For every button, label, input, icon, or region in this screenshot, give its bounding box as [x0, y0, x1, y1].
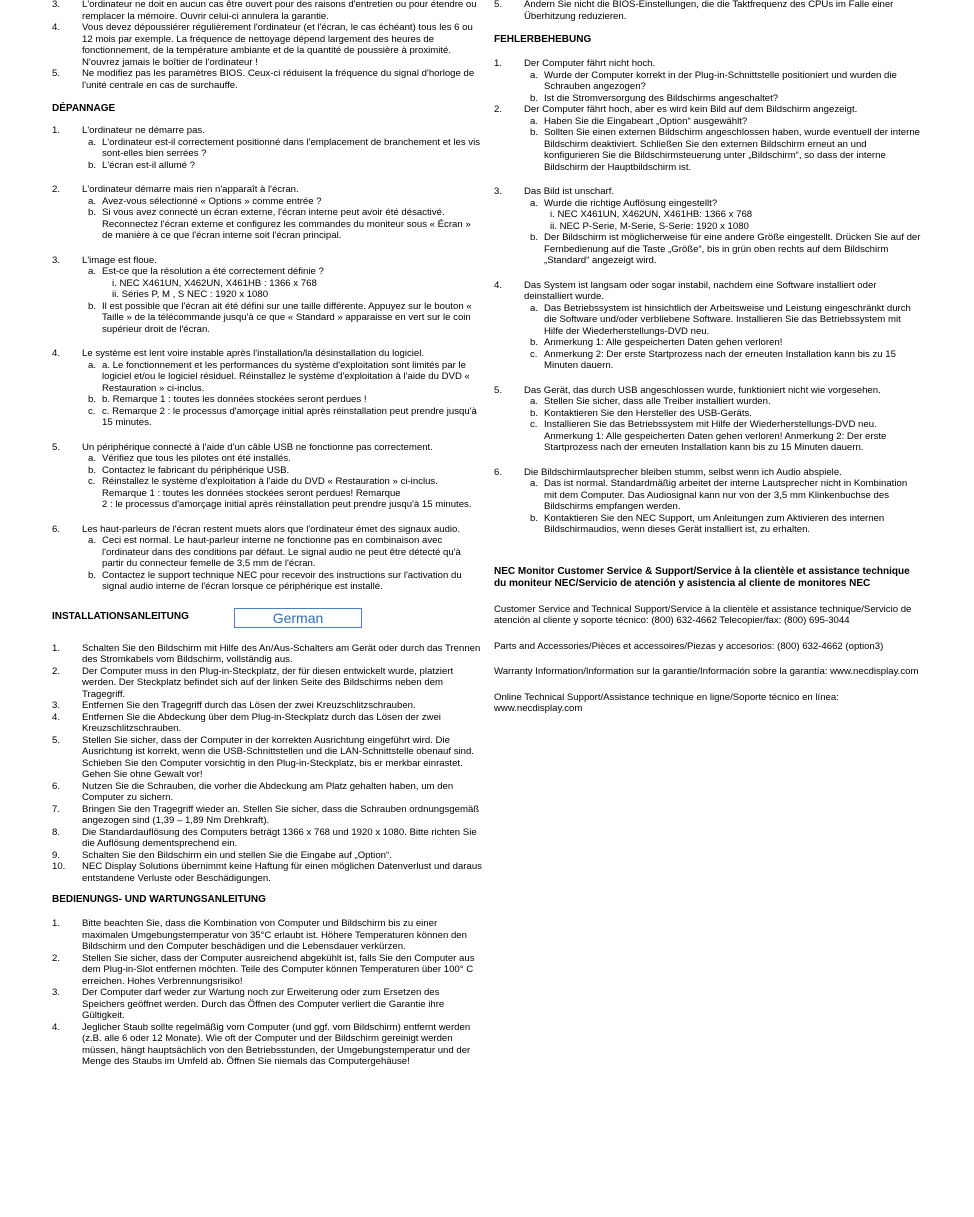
sub-item: i. NEC X461UN, X462UN, X461HB: 1366 x 768 [550, 209, 753, 220]
fehlerbehebung-list [494, 58, 922, 536]
online-support-line: Online Technical Support/Assistance technique en ligne/Soporte técnico en línea: www.necdisplay.com [494, 691, 839, 714]
list-item: 2. Der Computer muss in den Plug-in-Steckplatz, der für diesen entwickelt wurde, platziert werden. Der Steckplatz befindet sich auf der linken Seite des Bildschirms neben dem Tragegriff. [52, 665, 454, 700]
list-item: 6. Les haut-parleurs de l'écran restent muets alors que l'ordinateur émet des signaux audio. a. Ceci est normal. Le haut-parleur interne ne fonctionne pas en combinaison avec l'ordinateur dans des conditions par défaut. Le signal audio ne peut être détecté qu'à partir du connecteur femelle de 3,5 mm de l'écran. b. Contactez le support technique NEC pour recevoir des instructions sur l'activation du signal audio interne de l'écran lorsque ce périphérique est installé. [52, 524, 484, 593]
section-heading-bedienung: BEDIENUNGS- UND WARTUNGSANLEITUNG [52, 894, 266, 905]
sub-item: i. NEC X461UN, X462UN, X461HB : 1366 x 768 [112, 277, 317, 289]
sub-item: a. L'ordinateur est-il correctement positionné dans l'emplacement de branchement et les vis sont-elles bien serrées ? [88, 136, 481, 159]
sub-item: b. Anmerkung 1: Alle gespeicherten Daten gehen verloren! [530, 337, 783, 348]
list-item: 5. Ändern Sie nicht die BIOS-Einstellungen, die die Taktfrequenz des CPUs im Falle einer Überhitzung reduzieren. [494, 0, 894, 22]
list-item: 1. Der Computer fährt nicht hoch. a. Wurde der Computer korrekt in der Plug-in-Schnittstelle positioniert und wurden die Schrauben angezogen? b. Ist die Stromversorgung des Bildschirms angeschaltet? [494, 58, 922, 104]
list-item: 3. L'ordinateur ne doit en aucun cas être ouvert pour des raisons d'entretien ou pour étendre ou remplacer la mémoire. Ouvrir celui-ci annulera la garantie. [52, 0, 477, 22]
list-item: 10. NEC Display Solutions übernimmt keine Haftung für einen möglichen Datenverlust und daraus entstandene Verluste oder Beschädigungen. [52, 861, 482, 884]
list-item: 4. Le système est lent voire instable après l'installation/la désinstallation du logiciel. a. a. Le fonctionnement et les performances du système d'exploitation sont limités par le logiciel et/ou le logiciel résiduel. Réinstallez le système d'exploitation à l'aide du DVD « Restauration » ci-inclus. b. b. Remarque 1 : toutes les données stockées seront perdues ! c. c. Remarque 2 : le processus d'amorçage initial après réinstallation peut prendre jusqu'à 15 minutes. [52, 348, 484, 429]
list-item: 3. Das Bild ist unscharf. a. Wurde die richtige Auflösung eingestellt? i. NEC X461UN, X462UN, X461HB: 1366 x 768 ii. NEC P-Serie, M-Serie, S-Serie: 1920 x 1080 b. Der Bildschirm ist möglicherweise für eine andere Größe eingestellt. Drücken Sie auf der Fernbedienung auf die Taste „Größe“, bis in grün oben rechts auf dem Bildschirm „Standard“ angezeigt wird. [494, 186, 921, 266]
sub-item: c. Installieren Sie das Betriebssystem mit Hilfe der Wiederherstellungs-DVD neu. Anmerkung 1: Alle gespeicherten Daten gehen verloren! Anmerkung 2: Der erste Startprozess nach der erneuten Installation kann bis zu 15 Minuten dauern. [530, 419, 887, 453]
sub-item: b. Kontaktieren Sie den Hersteller des USB-Geräts. [530, 407, 752, 419]
sub-item: b. Ist die Stromversorgung des Bildschirms angeschaltet? [530, 92, 779, 104]
sub-item: a. a. Le fonctionnement et les performances du système d'exploitation sont limités par le logiciel et/ou le logiciel résiduel. Réinstallez le système d'exploitation à l'aide du DVD « Restauration » ci-inclus. [88, 359, 470, 394]
list-item: 2. L'ordinateur démarre mais rien n'apparaît à l'écran. a. Avez-vous sélectionné « Options » comme entrée ? b. Si vous avez connecté un écran externe, l'écran interne peut avoir été désactivé. Reconnectez l'écran externe et configurez les commandes du moniteur sous « Écran » de manière à ce que l'écran interne soit l'écran principal. [52, 184, 484, 242]
list-item: 1. Bitte beachten Sie, dass die Kombination von Computer und Bildschirm bis zu einer maximalen Umgebungstemperatur von 35°C erlaubt ist. Höhere Temperaturen können den Bildschirm und den Computer beschädigen und die Lebensdauer verkürzen. [52, 918, 467, 952]
sub-item: ii. NEC P-Serie, M-Serie, S-Serie: 1920 x 1080 [550, 220, 749, 232]
list-item: 2. Der Computer fährt hoch, aber es wird kein Bild auf dem Bildschirm angezeigt. a. Haben Sie die Eingabeart „Option“ ausgewählt? b. Sollten Sie einen externen Bildschirm angeschlossen haben, wurde eventuell der interne Bildschirm deaktiviert. Schließen Sie den externen Bildschirm erneut an und konfigurieren Sie die Bildschirmsteuerung unter „Bildschirm“, so dass der interne Bildschirm der Hauptbildschirm ist. [494, 104, 920, 173]
list-item: 7. Bringen Sie den Tragegriff wieder an. Stellen Sie sicher, dass die Schrauben ordnungsgemäß angezogen sind (1,39 – 1,89 Nm Drehkraft). [52, 803, 480, 826]
sub-item: b. Il est possible que l'écran ait été défini sur une taille différente. Appuyez sur le bouton « Taille » de la télécommande jusqu'à ce que « Standard » apparaisse en vert sur le coin supérieur droit de l'écran. [88, 300, 472, 335]
warranty-info-line: Warranty Information/Information sur la garantie/Información sobre la garantía: www.necdisplay.com [494, 666, 919, 677]
sub-item: b. Contactez le fabricant du périphérique USB. [88, 464, 290, 476]
list-item: 5. Stellen Sie sicher, dass der Computer in der korrekten Ausrichtung eingeführt wird. Die Ausrichtung ist korrekt, wenn die USB-Schnittstellen und die LAN-Schnittstelle obenauf sind. Schieben Sie den Computer vorsichtig in den Plug-in-Steckplatz, bis er merkbar einrastet. Gehen Sie ohne Gewalt vor! [52, 734, 474, 780]
left-column [52, 0, 484, 1068]
list-item: 1. L'ordinateur ne démarre pas. a. L'ordinateur est-il correctement positionné dans l'emplacement de branchement et les vis sont-elles bien serrées ? b. L'écran est-il allumé ? [52, 125, 484, 171]
sub-item: b. L'écran est-il allumé ? [88, 159, 196, 171]
list-item: 8. Die Standardauflösung des Computers beträgt 1366 x 768 und 1920 x 1080. Bitte richten Sie die Auflösung dementsprechend ein. [52, 826, 477, 849]
sub-item: a. Wurde der Computer korrekt in der Plug-in-Schnittstelle positioniert und wurden die Schrauben angezogen? [530, 69, 897, 92]
service-contact-line: Customer Service and Technical Support/Service à la clientèle et assistance technique/Servicio de atención al cliente y soporte técnico: (800) 632-4662 Telecopier/fax: (800) 695-3044 [494, 603, 912, 626]
section-heading-installation: INSTALLATIONSANLEITUNG [52, 610, 189, 622]
parts-contact-line: Parts and Accessories/Pièces et accessoires/Piezas y accesorios: (800) 632-4662 (option3) [494, 640, 884, 652]
sub-item: b. Der Bildschirm ist möglicherweise für eine andere Größe eingestellt. Drücken Sie auf der Fernbedienung auf die Taste „Größe“, bis in grün oben rechts auf dem Bildschirm „Standard“ angezeigt wird. [530, 232, 921, 266]
list-item: 4. Jeglicher Staub sollte regelmäßig vom Computer (und ggf. vom Bildschirm) entfernt werden (z.B. alle 6 oder 12 Monate). Wie oft der Computer und der Bildschirm gereinigt werden müssen, hängt hauptsächlich von den Betriebsstunden, der Umgebungstemperatur und der Menge des Staubs im Umfeld ab. Öffnen Sie niemals das Computergehäuse! [52, 1021, 471, 1067]
sub-item: a. Das Betriebssystem ist hinsichtlich der Arbeitsweise und Leistung eingeschränkt durch die Software und/oder verbliebene Software. Installieren Sie das Betriebssystem mit Hilfe der Wiederherstellungs-DVD neu. [530, 302, 911, 337]
sub-item: a. Avez-vous sélectionné « Options » comme entrée ? [88, 195, 322, 207]
sub-item: a. Ceci est normal. Le haut-parleur interne ne fonctionne pas en combinaison avec l'ordinateur dans des conditions par défaut. Le signal audio ne peut être détecté qu'à partir du connecteur femelle de 3,5 mm de l'écran. [88, 535, 461, 569]
bedienung-list [52, 918, 484, 1068]
list-item: 3. L'image est floue. a. Est-ce que la résolution a été correctement définie ? i. NEC X461UN, X462UN, X461HB : 1366 x 768 ii. Séries P, M , S NEC : 1920 x 1080 b. Il est possible que l'écran ait été défini sur une taille différente. Appuyez sur le bouton « Taille » de la télécommande jusqu'à ce que « Standard » apparaisse en vert sur le coin supérieur droit de l'écran. [52, 255, 484, 336]
language-label-box: German [234, 608, 362, 628]
sub-item: b. Si vous avez connecté un écran externe, l'écran interne peut avoir été désactivé. Reconnectez l'écran externe et configurez les commandes du moniteur sous « Écran » de manière à ce que l'écran interne soit l'écran principal. [88, 207, 471, 241]
list-item: 5. Ne modifiez pas les paramètres BIOS. Ceux-ci réduisent la fréquence du signal d'horloge de l'unité centrale en cas de surchauffe. [52, 68, 475, 91]
list-item: 5. Un périphérique connecté à l'aide d'un câble USB ne fonctionne pas correctement. a. Vérifiez que tous les pilotes ont été installés. b. Contactez le fabricant du périphérique USB. c. Réinstallez le système d'exploitation à l'aide du DVD « Restauration » ci-inclus. Remarque 1 : toutes les données stockées seront perdues! Remarque 2 : le processus d'amorçage initial après réinstallation peut prendre jusqu'à 15 minutes. [52, 442, 484, 511]
list-item: 9. Schalten Sie den Bildschirm ein und stellen Sie die Eingabe auf „Option“. [52, 849, 392, 861]
maintenance-list-de [494, 0, 922, 22]
list-item: 3. Entfernen Sie den Tragegriff durch das Lösen der zwei Kreuzschlitzschrauben. [52, 700, 416, 711]
sub-item: c. Anmerkung 2: Der erste Startprozess nach der erneuten Installation kann bis zu 15 Minuten dauern. [530, 348, 896, 371]
list-item: 2. Stellen Sie sicher, dass der Computer ausreichend abgekühlt ist, falls Sie den Computer aus dem Plug-in-Slot entfernen möchten. Teile des Computer können Temperaturen über 100° C erreichen. Hohes Verbrennungsrisiko! [52, 952, 475, 987]
sub-item: 2 : le processus d'amorçage initial après réinstallation peut prendre jusqu'à 15 minutes. [102, 499, 472, 510]
list-item: 6. Nutzen Sie die Schrauben, die vorher die Abdeckung am Platz gehalten haben, um den Computer zu sichern. [52, 780, 454, 803]
sub-item: b. b. Remarque 1 : toutes les données stockées seront perdues ! [88, 394, 367, 405]
list-item: 4. Vous devez dépoussiérer régulièrement l'ordinateur (et l'écran, le cas échéant) tous les 6 ou 12 mois par exemple. La fréquence de nettoyage dépend largement des heures de fonctionnement, de la température ambiante et de la quantité de poussière à proximité. N'ouvrez jamais le boîtier de l'ordinateur ! [52, 22, 473, 68]
sub-item: b. Sollten Sie einen externen Bildschirm angeschlossen haben, wurde eventuell der interne Bildschirm deaktiviert. Schließen Sie den externen Bildschirm erneut an und konfigurieren Sie die Bildschirmsteuerung unter „Bildschirm“, so dass der interne Bildschirm der Hauptbildschirm ist. [530, 127, 920, 173]
sub-item: b. Kontaktieren Sie den NEC Support, um Anleitungen zum Aktivieren des internen Bildschirmaudios, wenn dieses Gerät installiert ist, zu erhalten. [530, 512, 885, 535]
sub-item: ii. Séries P, M , S NEC : 1920 x 1080 [112, 289, 269, 300]
list-item: 3. Der Computer darf weder zur Wartung noch zur Erweiterung oder zum Ersetzen des Speichers geöffnet werden. Durch das Öffnen des Computer verliert die Garantie ihre Gültigkeit. [52, 987, 445, 1021]
install-heading-row [52, 609, 484, 626]
depannage-list [52, 125, 484, 593]
sub-item: a. Vérifiez que tous les pilotes ont été installés. [88, 453, 291, 464]
sub-item: b. Contactez le support technique NEC pour recevoir des instructions sur l'activation du signal audio interne de l'écran lorsque ce périphérique est installé. [88, 569, 462, 592]
section-heading-depannage: DÉPANNAGE [52, 103, 116, 114]
list-item: 5. Das Gerät, das durch USB angeschlossen wurde, funktioniert nicht wie vorgesehen. a. Stellen Sie sicher, dass alle Treiber installiert wurden. b. Kontaktieren Sie den Hersteller des USB-Geräts. c. Installieren Sie das Betriebssystem mit Hilfe der Wiederherstellungs-DVD neu. Anmerkung 1: Alle gespeicherten Daten gehen verloren! Anmerkung 2: Der erste Startprozess nach der erneuten Installation kann bis zu 15 Minuten dauern. [494, 385, 922, 454]
sub-item: a. Das ist normal. Standardmäßig arbeitet der interne Lautsprecher nicht in Kombination mit dem Computer. Das Audiosignal kann nur von der 3,5 mm Klinkenbuchse des Bildschirms empfangen werden. [530, 478, 908, 512]
list-item: 6. Die Bildschirmlautsprecher bleiben stumm, selbst wenn ich Audio abspiele. a. Das ist normal. Standardmäßig arbeitet der interne Lautsprecher nicht in Kombination mit dem Computer. Das Audiosignal kann nur von der 3,5 mm Klinkenbuchse des Bildschirms empfangen werden. b. Kontaktieren Sie den NEC Support, um Anleitungen zum Aktivieren des internen Bildschirmaudios, wenn dieses Gerät installiert ist, zu erhalten. [494, 467, 922, 536]
list-item: 1. Schalten Sie den Bildschirm mit Hilfe des An/Aus-Schalters am Gerät oder durch das Trennen des Stromkabels vom Bildschirm, vollständig aus. [52, 642, 481, 665]
sub-item: a. Est-ce que la résolution a été correctement définie ? [88, 266, 324, 277]
maintenance-list-fr [52, 0, 484, 91]
sub-item: a. Haben Sie die Eingabeart „Option“ ausgewählt? [530, 115, 748, 127]
right-column [494, 0, 922, 715]
installation-list [52, 643, 484, 885]
sub-item: c. c. Remarque 2 : le processus d'amorçage initial après réinstallation peut prendre jusqu'à 15 minutes. [88, 405, 477, 428]
sub-item: a. Stellen Sie sicher, dass alle Treiber installiert wurden. [530, 396, 771, 407]
section-heading-fehlerbehebung: FEHLERBEHEBUNG [494, 34, 592, 45]
list-item: 4. Das System ist langsam oder sogar instabil, nachdem eine Software installiert oder deinstalliert wurde. a. Das Betriebssystem ist hinsichtlich der Arbeitsweise und Leistung eingeschränkt durch die Software und/oder verbliebene Software. Installieren Sie das Betriebssystem mit Hilfe der Wiederherstellungs-DVD neu. b. Anmerkung 1: Alle gespeicherten Daten gehen verloren! c. Anmerkung 2: Der erste Startprozess nach der erneuten Installation kann bis zu 15 Minuten dauern. [494, 280, 922, 372]
sub-item: c. Réinstallez le système d'exploitation à l'aide du DVD « Restauration » ci-inclus. Remarque 1 : toutes les données stockées seront perdues! Remarque [88, 476, 438, 499]
service-heading: NEC Monitor Customer Service & Support/Service à la clientèle et assistance technique du moniteur NEC/Servicio de atención y asistencia al cliente de monitores NEC [494, 565, 910, 589]
sub-item: a. Wurde die richtige Auflösung eingestellt? [530, 197, 718, 209]
list-item: 4. Entfernen Sie die Abdeckung über dem Plug-in-Steckplatz durch das Lösen der zwei Kreuzschlitzschrauben. [52, 711, 441, 734]
